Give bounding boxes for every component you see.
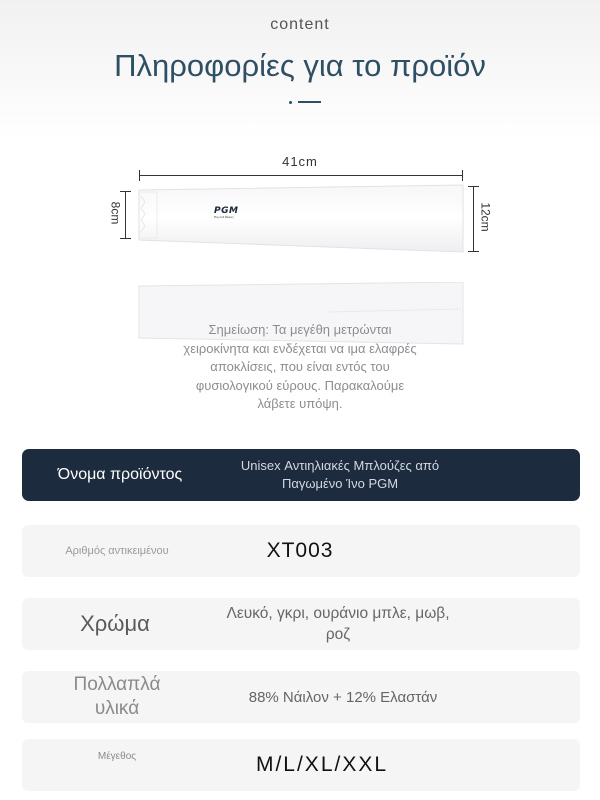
size-row bbox=[22, 739, 580, 791]
measurement-note: Σημείωση: Τα μεγέθη μετρώνται χειροκίνητα και ενδέχεται να ιμα ελαφρές αποκλίσεις, που είναι εντός του φυσιολογικού εύρους. Παρακαλούμε λάβετε υπόψη. bbox=[183, 322, 417, 411]
item-number-label: Αριθμός αντικειμένου bbox=[65, 545, 169, 557]
sleeve-front-image bbox=[135, 182, 470, 256]
size-value: M/L/XL/XXL bbox=[255, 753, 389, 776]
length-label: 41cm bbox=[282, 154, 318, 169]
color-label: Χρώμα bbox=[80, 611, 150, 636]
color-value: Λευκό, γκρι, ουράνιο μπλε, μωβ, ροζ bbox=[226, 605, 450, 643]
product-name-row bbox=[22, 449, 580, 501]
pgm-logo: PGM Play Golf Mastery bbox=[214, 206, 239, 219]
wide-width-label: 12cm bbox=[478, 202, 493, 232]
narrow-width-label: 8cm bbox=[108, 201, 123, 225]
item-number-row bbox=[22, 525, 580, 577]
color-row bbox=[22, 598, 580, 650]
page-title: Πληροφορίες για το προϊόν bbox=[114, 48, 486, 83]
product-name-label: Όνομα προϊόντος bbox=[57, 466, 183, 483]
section-eyebrow: content bbox=[270, 16, 330, 33]
item-number-value: XT003 bbox=[266, 539, 334, 562]
title-divider bbox=[289, 100, 325, 104]
material-value: 88% Νάιλον + 12% Ελαστάν bbox=[248, 688, 438, 706]
length-dimension-line bbox=[139, 170, 463, 182]
material-row bbox=[22, 671, 580, 723]
size-label: Μέγεθος bbox=[97, 751, 137, 762]
product-name-value: Unisex Αντιηλιακές Μπλούζες από Παγωμένο Ίνο PGM bbox=[240, 458, 440, 491]
material-label: Πολλαπλά υλικά bbox=[73, 674, 161, 719]
